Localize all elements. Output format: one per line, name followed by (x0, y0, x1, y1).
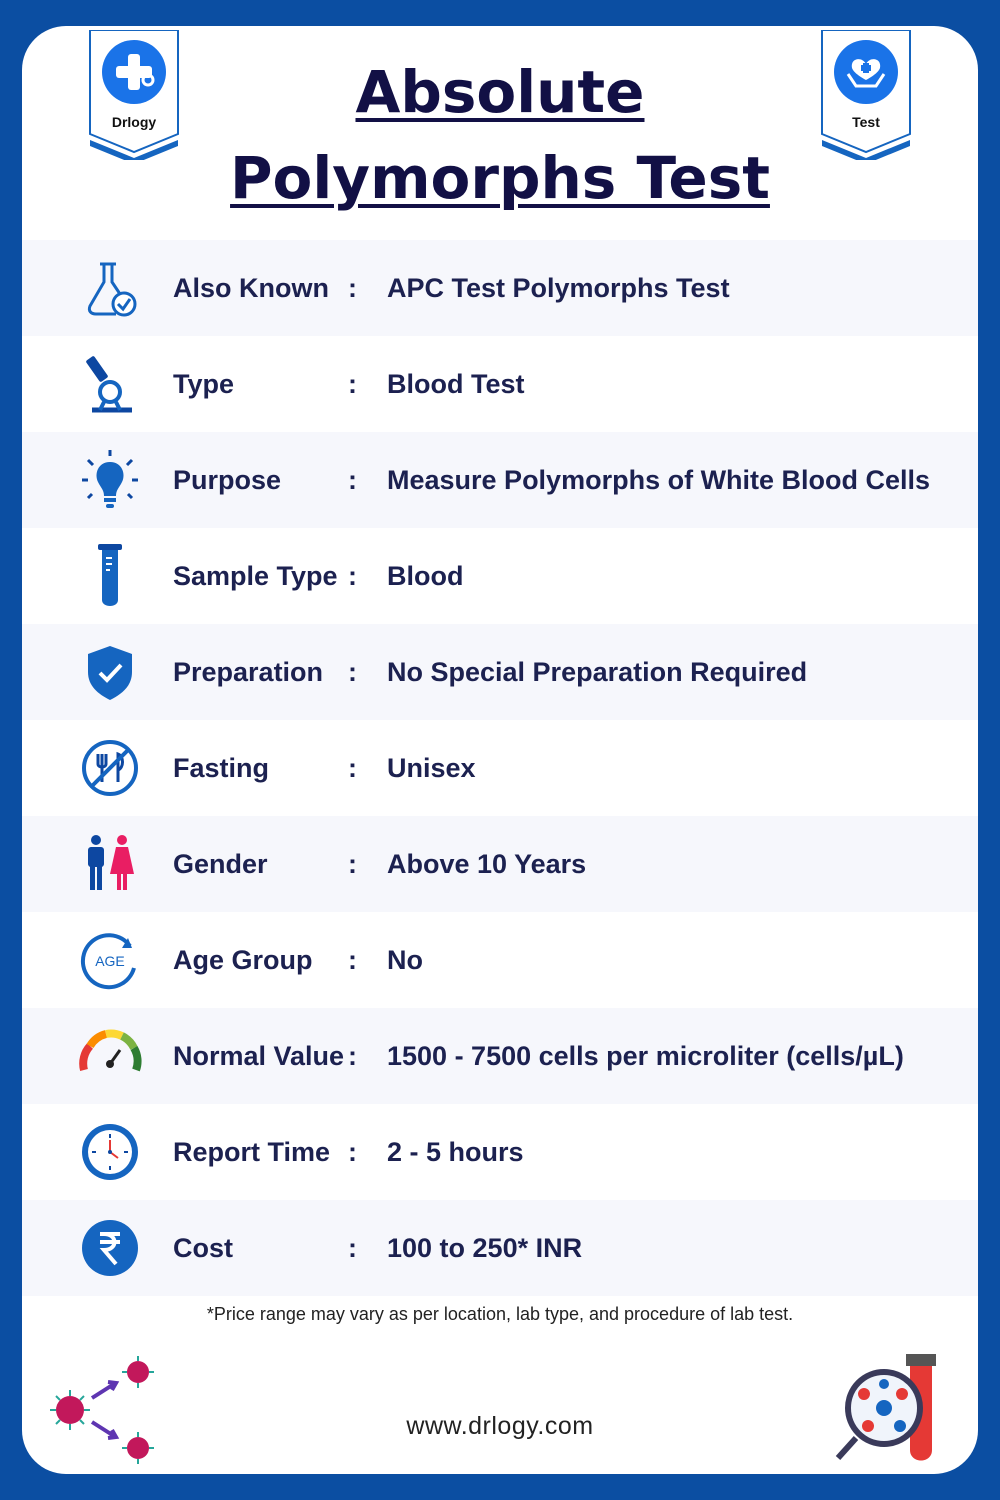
test-badge-label: Test (852, 114, 880, 130)
lightbulb-icon (78, 448, 142, 512)
page-title-line1: Absolute (355, 58, 645, 126)
age-icon-text: AGE (95, 953, 125, 969)
row-value: No (387, 945, 423, 975)
row-value: Above 10 Years (387, 849, 587, 879)
row-colon: : (348, 273, 357, 303)
row-value: 2 - 5 hours (387, 1137, 524, 1167)
row-preparation (22, 624, 978, 720)
row-purpose (22, 432, 978, 528)
clock-icon (78, 1120, 142, 1184)
row-label: Report Time (173, 1137, 331, 1167)
row-label: Normal Value (173, 1041, 345, 1071)
row-colon: : (348, 945, 357, 975)
row-normal-value (22, 1008, 978, 1104)
row-colon: : (348, 465, 357, 495)
no-food-icon (78, 736, 142, 800)
row-value: 100 to 250* INR (387, 1233, 583, 1263)
row-label: Cost (173, 1233, 233, 1263)
row-colon: : (348, 561, 357, 591)
row-value: Unisex (387, 753, 476, 783)
row-value: APC Test Polymorphs Test (387, 273, 730, 303)
row-colon: : (348, 753, 357, 783)
age-icon (78, 928, 142, 992)
row-fasting (22, 720, 978, 816)
drlogy-badge-label: Drlogy (111, 114, 157, 130)
price-note: *Price range may vary as per location, lab type, and procedure of lab test. (206, 1304, 794, 1324)
row-value: No Special Preparation Required (387, 657, 808, 687)
magnifier-blood-icon (834, 1354, 944, 1468)
row-type (22, 336, 978, 432)
row-label: Gender (173, 849, 268, 879)
gender-icon (78, 832, 142, 896)
microscope-icon (78, 352, 142, 416)
row-report-time (22, 1104, 978, 1200)
test-tube-icon (78, 544, 142, 608)
row-label: Also Known (173, 273, 329, 303)
row-label: Sample Type (173, 561, 338, 591)
row-colon: : (348, 369, 357, 399)
row-colon: : (348, 1137, 357, 1167)
row-cost (22, 1200, 978, 1296)
rupee-icon (78, 1216, 142, 1280)
page-title-line2: Polymorphs Test (230, 144, 770, 212)
germs-icon (42, 1352, 162, 1468)
row-colon: : (348, 1233, 357, 1263)
shield-check-icon (78, 640, 142, 704)
row-label: Purpose (173, 465, 282, 495)
info-card (22, 26, 978, 1474)
flask-icon (78, 256, 142, 320)
row-colon: : (348, 657, 357, 687)
row-value: Blood (387, 561, 464, 591)
gauge-icon (78, 1024, 142, 1088)
row-sample-type (22, 528, 978, 624)
row-label: Type (173, 369, 235, 399)
row-label: Fasting (173, 753, 270, 783)
row-colon: : (348, 1041, 357, 1071)
row-colon: : (348, 849, 357, 879)
row-also-known (22, 240, 978, 336)
row-value: 1500 - 7500 cells per microliter (cells/µL) (387, 1041, 904, 1071)
row-value: Blood Test (387, 369, 525, 399)
row-gender (22, 816, 978, 912)
row-label: Preparation (173, 657, 324, 687)
row-value: Measure Polymorphs of White Blood Cells (387, 465, 931, 495)
row-label: Age Group (173, 945, 313, 975)
website-link[interactable]: www.drlogy.com (406, 1412, 594, 1440)
row-age-group (22, 912, 978, 1008)
